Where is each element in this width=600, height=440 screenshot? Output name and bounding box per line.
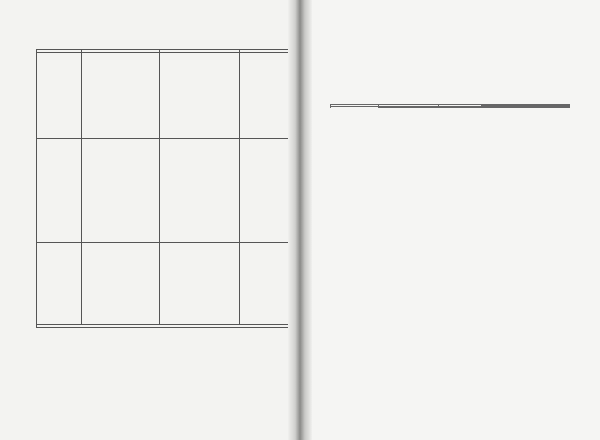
cell-application — [160, 53, 240, 139]
cell-application — [160, 139, 240, 243]
cell-mark — [37, 139, 82, 243]
cell-mark — [37, 53, 82, 139]
table-row — [37, 139, 290, 243]
cell-construction — [81, 53, 160, 139]
table-2 — [330, 104, 570, 108]
table-1 — [36, 49, 290, 328]
right-page — [300, 0, 600, 440]
group1-mark — [331, 107, 379, 108]
cell-construction — [81, 139, 160, 243]
table-row — [37, 243, 290, 325]
book-spine — [288, 0, 312, 440]
cell-fire-class — [240, 53, 290, 139]
cell-mark — [37, 243, 82, 325]
table-1-footnote — [37, 325, 290, 328]
cell-fire-class — [240, 139, 290, 243]
group-label — [378, 107, 569, 108]
table-row — [37, 53, 290, 139]
cell-construction — [81, 243, 160, 325]
cell-fire-class — [240, 243, 290, 325]
group-row — [331, 107, 570, 108]
cell-application — [160, 243, 240, 325]
